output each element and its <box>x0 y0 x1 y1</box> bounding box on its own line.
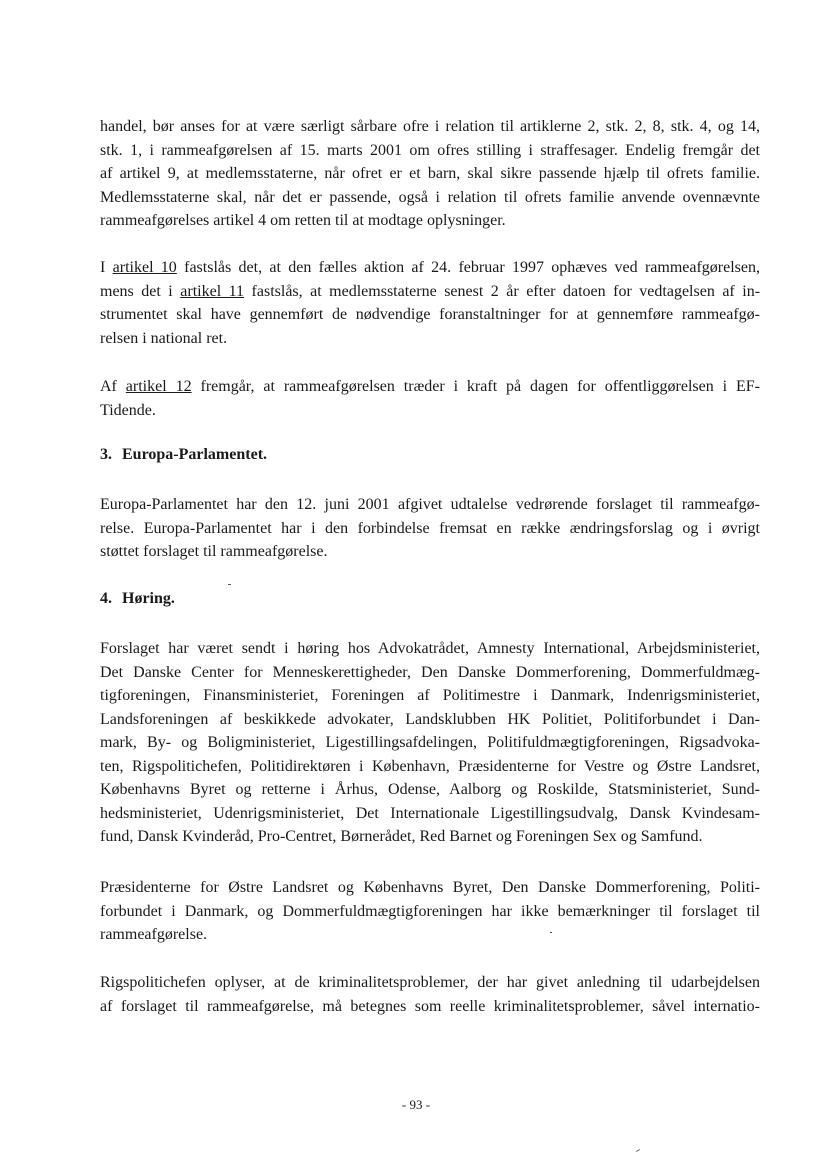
article-10-link: artikel 10 <box>112 259 177 276</box>
section-4-heading <box>100 590 175 608</box>
rigspolitichef-paragraph <box>100 971 760 1018</box>
text-line: relse. Europa-Parlamentet har i den forbindelse fremsat en række ændringsforslag og i øvrigt <box>100 519 760 537</box>
article-12-link: artikel 12 <box>125 378 192 395</box>
text-fragment: Af <box>100 378 126 395</box>
text-line: strumentet skal have gennemført de nødvendige foranstaltninger for at gennemføre rammeafgø- <box>100 306 760 323</box>
text-line: Det Danske Center for Menneskerettigheder, Den Danske Dommerforening, Dommerfuldmæg- <box>100 663 760 681</box>
text-line: relsen i national ret. <box>100 329 228 347</box>
text-fragment: fastslås, at medlemsstaterne senest 2 år efter datoen for vedtagelsen af in- <box>244 282 761 300</box>
article-12-paragraph <box>100 375 760 422</box>
text-line: af artikel 9, at medlemsstaterne, når ofret er et barn, skal sikre passende hjælp til ofrets familie. <box>100 165 760 182</box>
text-line: handel, bør anses for at være særligt sårbare ofre i relation til artiklerne 2, stk. 2, 8, stk. 4, og 14, <box>100 118 760 135</box>
intro-paragraph <box>100 115 760 233</box>
section-number: 3. <box>100 446 112 463</box>
text-line: Tidende. <box>100 401 156 419</box>
text-line: af forslaget til rammeafgørelse, må betegnes som reelle kriminalitetsproblemer, såvel internatio- <box>100 997 760 1015</box>
text-line: forbundet i Danmark, og Dommerfuldmægtigforeningen har ikke bemærkninger til forslaget til <box>100 902 760 920</box>
section-3-paragraph <box>100 493 760 564</box>
section-title: Europa-Parlamentet. <box>122 446 268 463</box>
text-fragment: mens det i <box>100 282 181 300</box>
text-fragment: fastslås det, at den fælles aktion af 24. februar 1997 ophæves ved rammeafgørelsen, <box>176 259 761 276</box>
text-line: hedsministeriet, Udenrigsministeriet, Det Internationale Ligestillingsudvalg, Dansk Kvindesam- <box>100 804 760 822</box>
text-line: rammeafgørelse. <box>100 926 208 943</box>
text-line: Landsforeningen af beskikkede advokater, Landsklubben HK Politiet, Politiforbundet i Dan- <box>100 710 760 728</box>
article-11-link: artikel 11 <box>180 282 245 300</box>
text-line <box>100 375 760 399</box>
text-line: Medlemsstaterne skal, når det er passende, også i relation til ofrets familie anvende ovennævnte <box>100 188 760 206</box>
text-line: støttet forslaget til rammeafgørelse. <box>100 543 328 560</box>
scan-speck <box>228 584 231 585</box>
text-line: Forslaget har været sendt i høring hos Advokatrådet, Amnesty International, Arbejdsministeriet, <box>100 640 760 657</box>
text-line: rammeafgørelses artikel 4 om retten til at modtage oplysninger. <box>100 212 506 229</box>
scan-speck <box>636 1149 640 1152</box>
text-line: Europa-Parlamentet har den 12. juni 2001 afgivet udtalelse vedrørende forslaget til rammeafgø- <box>100 496 760 513</box>
text-line: Rigspolitichefen oplyser, at de kriminalitetsproblemer, der har givet anledning til udarbejdelsen <box>100 974 760 991</box>
text-line: mark, By- og Boligministeriet, Ligestillingsafdelingen, Politifuldmægtigforeningen, Rigsadvoka- <box>100 734 760 751</box>
text-line: Præsidenterne for Østre Landsret og Københavns Byret, Den Danske Dommerforening, Politi- <box>100 879 760 896</box>
no-remarks-paragraph <box>100 876 760 947</box>
scan-speck <box>550 932 552 933</box>
text-fragment: I <box>100 259 113 276</box>
text-line <box>100 256 760 280</box>
text-line: ten, Rigspolitichefen, Politidirektøren i København, Præsidenterne for Vestre og Østre Landsret, <box>100 757 760 775</box>
section-4-paragraph <box>100 637 760 849</box>
section-3-heading <box>100 446 267 464</box>
text-line: stk. 1, i rammeafgørelsen af 15. marts 2001 om ofres stilling i straffesager. Endelig fremgår det <box>100 141 760 159</box>
article-10-11-paragraph <box>100 256 760 350</box>
text-line: fund, Dansk Kvinderåd, Pro-Centret, Børnerådet, Red Barnet og Foreningen Sex og Samfund. <box>100 828 703 845</box>
text-line: Københavns Byret og retterne i Århus, Odense, Aalborg og Roskilde, Statsministeriet, Sund- <box>100 781 760 798</box>
text-line: tigforeningen, Finansministeriet, Foreningen af Politimestre i Danmark, Indenrigsministeriet, <box>100 687 760 704</box>
page-number: - 93 - <box>401 1097 431 1112</box>
text-fragment: fremgår, at rammeafgørelsen træder i kraft på dagen for offentliggørelsen i EF- <box>191 378 760 395</box>
text-line <box>100 280 760 304</box>
section-title: Høring. <box>122 590 175 607</box>
section-number: 4. <box>100 590 112 607</box>
